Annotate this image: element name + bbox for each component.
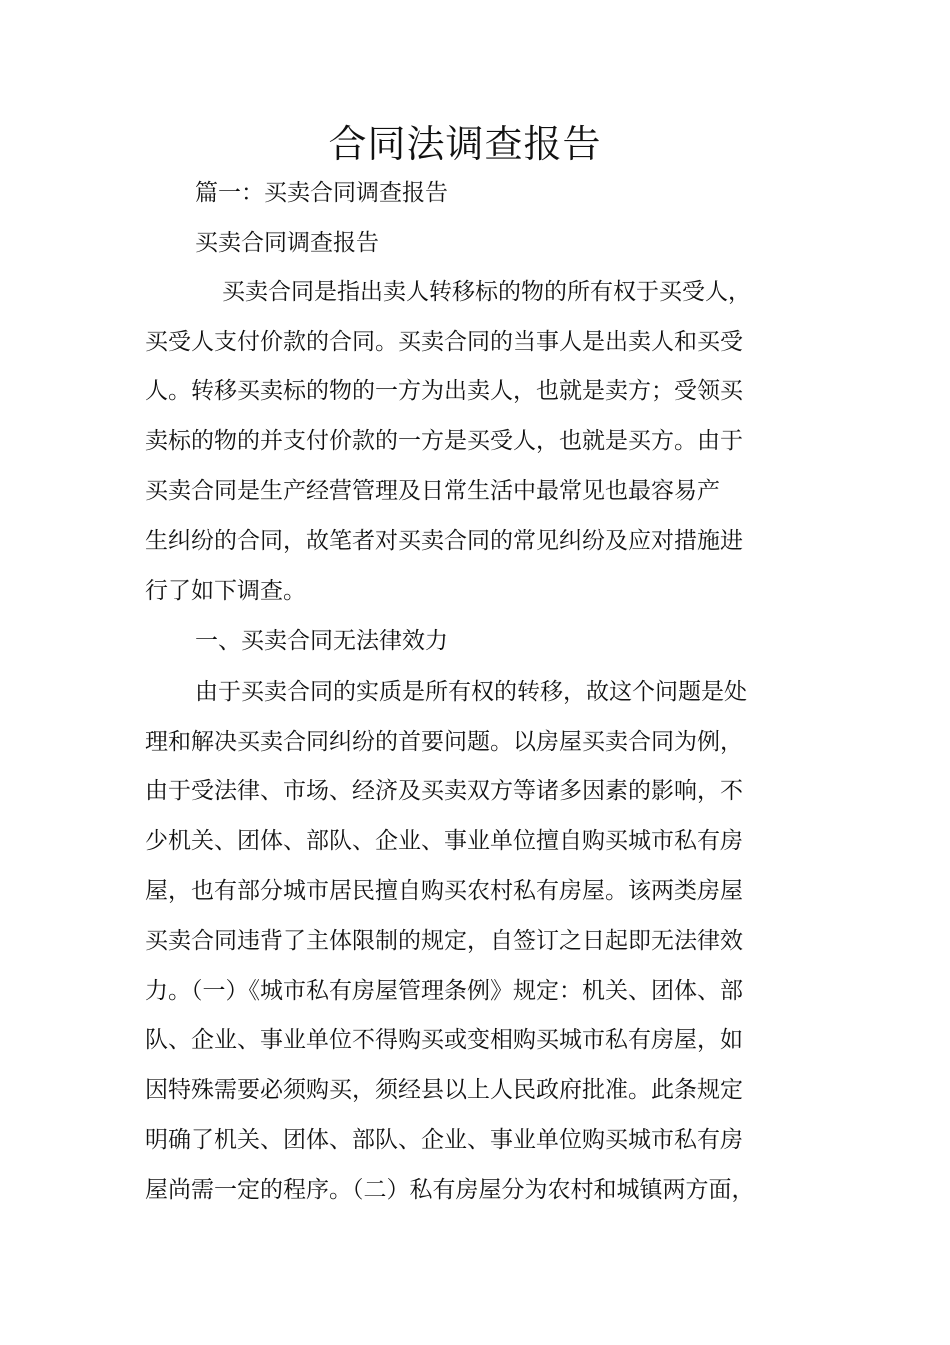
section-heading-1: 一、买卖合同无法律效力 [195, 628, 448, 654]
paragraph-line: 买卖合同是指出卖人转移标的物的所有权于买受人， [222, 279, 751, 305]
paragraph-line: 买卖合同违背了主体限制的规定，自签订之日起即无法律效 [145, 928, 743, 954]
paragraph-line: 理和解决买卖合同纠纷的首要问题。以房屋买卖合同为例， [145, 729, 743, 755]
paragraph-line: 卖标的物的并支付价款的一方是买受人，也就是买方。由于 [145, 428, 743, 454]
paragraph-line: 屋，也有部分城市居民擅自购买农村私有房屋。该两类房屋 [145, 878, 743, 904]
section-heading-part-one: 篇一：买卖合同调查报告 [195, 180, 448, 206]
paragraph-line: 买卖合同是生产经营管理及日常生活中最常见也最容易产 [145, 478, 720, 504]
paragraph-line: 少机关、团体、部队、企业、事业单位擅自购买城市私有房 [145, 828, 743, 854]
paragraph-line: 由于买卖合同的实质是所有权的转移，故这个问题是处 [195, 679, 747, 705]
document-title: 合同法调查报告 [328, 122, 602, 166]
paragraph-line: 生纠纷的合同，故笔者对买卖合同的常见纠纷及应对措施进 [145, 528, 743, 554]
paragraph-line: 因特殊需要必须购买，须经县以上人民政府批准。此条规定 [145, 1077, 743, 1103]
paragraph-line: 人。转移买卖标的物的一方为出卖人，也就是卖方；受领买 [145, 378, 743, 404]
paragraph-line: 力。（一）《城市私有房屋管理条例》规定：机关、团体、部 [145, 978, 743, 1004]
paragraph-line: 队、企业、事业单位不得购买或变相购买城市私有房屋，如 [145, 1027, 743, 1053]
paragraph-line: 行了如下调查。 [145, 578, 306, 604]
paragraph-line: 买受人支付价款的合同。买卖合同的当事人是出卖人和买受 [145, 329, 743, 355]
paragraph-line: 明确了机关、团体、部队、企业、事业单位购买城市私有房 [145, 1127, 743, 1153]
report-subtitle: 买卖合同调查报告 [195, 230, 379, 256]
paragraph-line: 屋尚需一定的程序。（二）私有房屋分为农村和城镇两方面， [145, 1177, 755, 1203]
paragraph-line: 由于受法律、市场、经济及买卖双方等诸多因素的影响，不 [145, 778, 743, 804]
